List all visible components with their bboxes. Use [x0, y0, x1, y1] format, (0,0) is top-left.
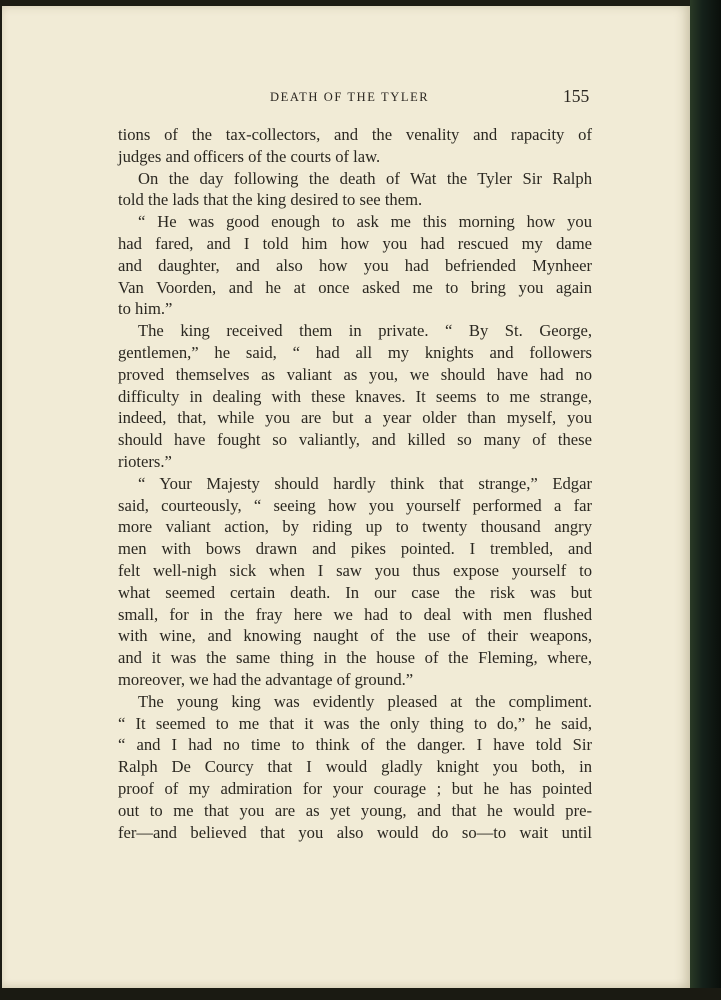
text-line: indeed, that, while you are but a year older than myself, you	[118, 408, 592, 428]
book-page	[2, 6, 690, 990]
text-line: proof of my admiration for your courage ; but he has pointed	[118, 778, 592, 798]
text-line: should have fought so valiantly, and killed so many of these	[118, 430, 592, 450]
text-line: Ralph De Courcy that I would gladly knight you both, in	[118, 757, 592, 777]
book-bottom-edge	[0, 988, 721, 1000]
text-line: what seemed certain death. In our case the risk was but	[118, 582, 592, 602]
text-line: and it was the same thing in the house of the Fleming, where,	[118, 648, 592, 668]
text-line: The young king was evidently pleased at the compliment.	[138, 691, 592, 711]
text-line: with wine, and knowing naught of the use of their weapons,	[118, 626, 592, 646]
text-line: gentlemen,” he said, “ had all my knights and followers	[118, 342, 592, 362]
page-number: 155	[563, 86, 590, 106]
text-line: difficulty in dealing with these knaves. It seems to me strange,	[118, 386, 592, 406]
text-line: Van Voorden, and he at once asked me to bring you again	[118, 277, 592, 297]
text-line: felt well-nigh sick when I saw you thus expose yourself to	[118, 560, 592, 580]
text-line: told the lads that the king desired to see them.	[118, 190, 423, 210]
book-cover-edge	[690, 0, 721, 1000]
text-line: “ It seemed to me that it was the only thing to do,” he said,	[118, 713, 592, 733]
text-line: The king received them in private. “ By St. George,	[138, 321, 592, 341]
running-head: DEATH OF THE TYLER	[270, 90, 430, 104]
text-line: proved themselves as valiant as you, we should have had no	[118, 364, 592, 384]
text-line: tions of the tax-collectors, and the venality and rapacity of	[118, 125, 592, 144]
text-line: judges and officers of the courts of law.	[118, 146, 381, 166]
body-text	[118, 124, 592, 843]
text-line: “ Your Majesty should hardly think that strange,” Edgar	[138, 473, 592, 493]
text-line: “ He was good enough to ask me this morning how you	[138, 212, 592, 232]
text-line: more valiant action, by riding up to twenty thousand angry	[118, 517, 592, 537]
text-line: to him.”	[118, 299, 173, 319]
text-line: and daughter, and also how you had befriended Mynheer	[118, 255, 592, 275]
text-line: small, for in the fray here we had to deal with men flushed	[118, 604, 592, 624]
text-line: out to me that you are as yet young, and that he would pre-	[118, 800, 592, 820]
text-line: fer—and believed that you also would do so—to wait until	[118, 822, 592, 842]
text-line: said, courteously, “ seeing how you yourself performed a far	[118, 495, 592, 515]
text-line: On the day following the death of Wat the Tyler Sir Ralph	[138, 168, 592, 188]
text-line: had fared, and I told him how you had rescued my dame	[118, 233, 592, 253]
text-line: moreover, we had the advantage of ground.”	[118, 669, 414, 689]
text-line: rioters.”	[118, 451, 172, 471]
text-line: men with bows drawn and pikes pointed. I trembled, and	[118, 539, 592, 559]
text-line: “ and I had no time to think of the danger. I have told Sir	[118, 735, 592, 755]
